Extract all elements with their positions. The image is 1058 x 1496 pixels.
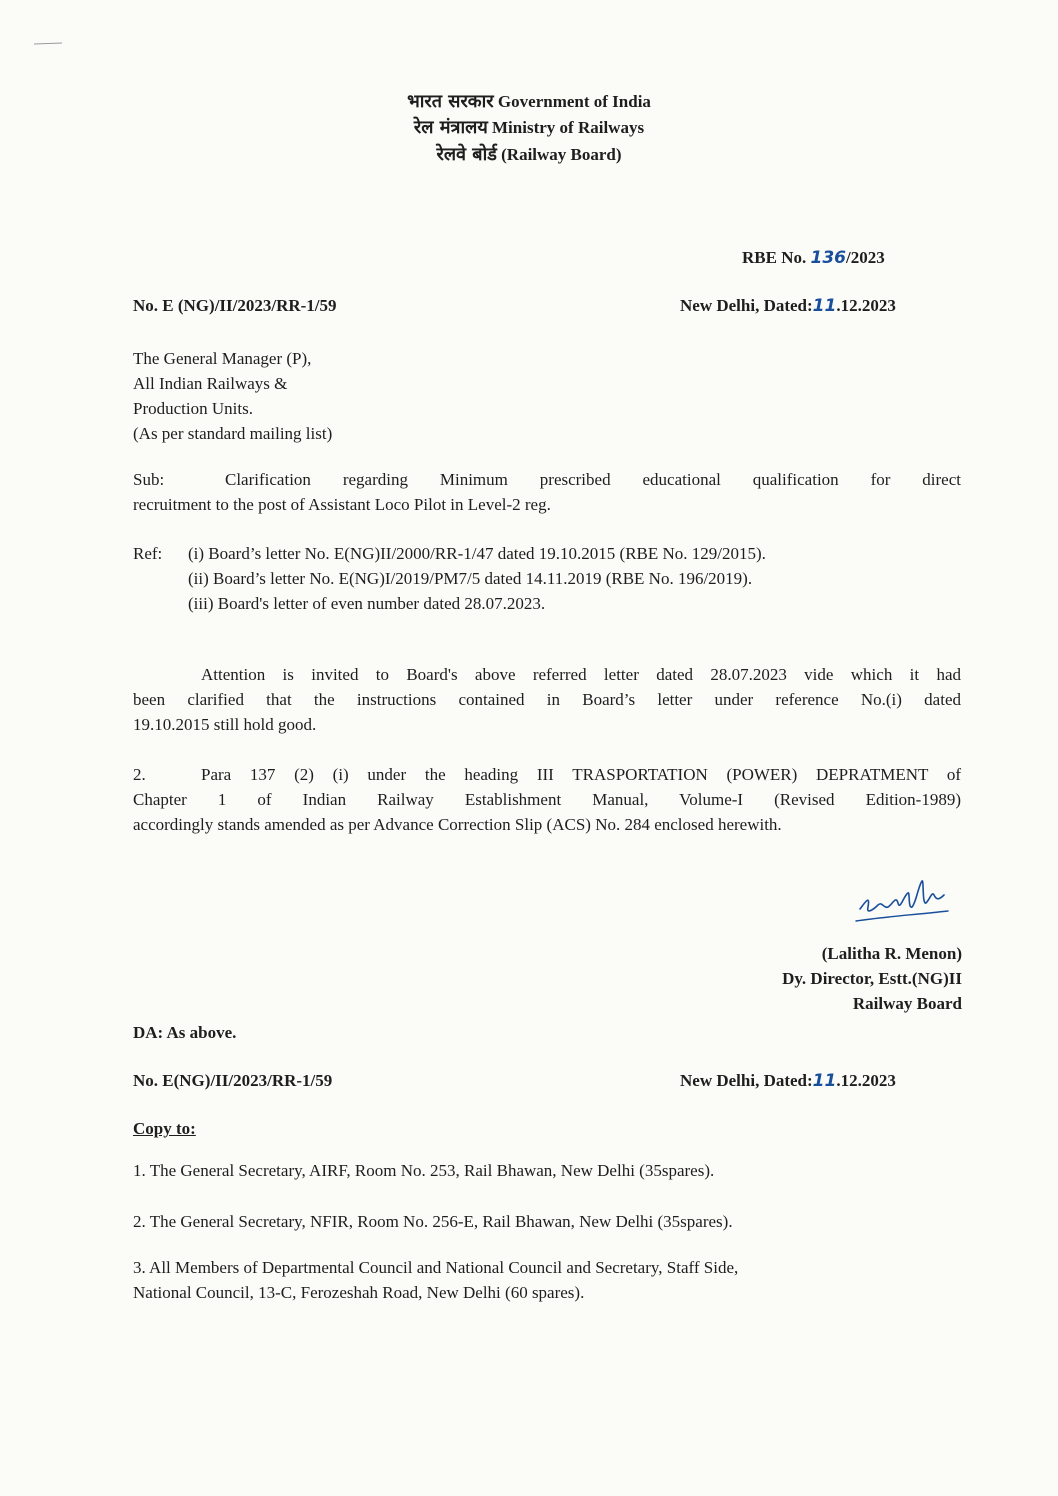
reference-item: (i) Board’s letter No. E(NG)II/2000/RR-1/47 dated 19.10.2015 (RBE No. 129/2015). [188, 544, 766, 563]
subject-line-1 [133, 467, 961, 492]
copy-item-3-continued: National Council, 13-C, Ferozeshah Road, New Delhi (60 spares). [133, 1283, 585, 1302]
header-english-3: (Railway Board) [501, 145, 622, 164]
references-label: Ref: [133, 544, 163, 563]
rbe-prefix: RBE No. [742, 248, 807, 267]
rbe-suffix: /2023 [845, 248, 885, 267]
copy-date-handwritten: 11 [812, 1071, 837, 1091]
addressee-block [133, 346, 332, 446]
copy-to-heading: Copy to: [133, 1119, 196, 1138]
header-line-3 [0, 143, 1058, 167]
subject-text-1: Clarification regarding Minimum prescribed educational qualification for direct [225, 470, 961, 489]
subject-block [133, 467, 961, 517]
signatory-block [600, 941, 962, 1016]
header-hindi-3: रेलवे बोर्ड [436, 144, 497, 165]
header-line-2 [0, 116, 1058, 140]
scan-artifact [34, 42, 64, 46]
para1-line-2: been clarified that the instructions contained in Board’s letter under reference No.(i) dated [133, 690, 961, 709]
para2-number: 2. [133, 765, 146, 784]
reference-item: (iii) Board's letter of even number dated 28.07.2023. [188, 594, 546, 613]
signatory-designation: Dy. Director, Estt.(NG)II [782, 969, 962, 988]
addressee-line: Production Units. [133, 399, 253, 418]
header-hindi-2: रेल मंत्रालय [413, 117, 488, 138]
copy-date [680, 1068, 896, 1094]
date-prefix: New Delhi, Dated: [680, 296, 813, 315]
addressee-line: (As per standard mailing list) [133, 424, 333, 443]
copy-item-3: 3. All Members of Departmental Council and National Council and Secretary, Staff Side, [133, 1258, 739, 1277]
para2-text-1: Para 137 (2) (i) under the heading III TRASPORTATION (POWER) DEPRATMENT of [201, 765, 961, 784]
paragraph-1 [133, 662, 961, 737]
copy-item-2: 2. The General Secretary, NFIR, Room No. 256-E, Rail Bhawan, New Delhi (35spares). [133, 1212, 733, 1231]
subject-label: Sub: [133, 470, 165, 489]
rbe-handwritten-number: 136 [810, 248, 846, 268]
para1-line-1: Attention is invited to Board's above referred letter dated 28.07.2023 vide which it had [201, 665, 961, 684]
copy-date-suffix: .12.2023 [836, 1071, 896, 1090]
signatory-office: Railway Board [852, 994, 962, 1013]
file-number: No. E (NG)/II/2023/RR-1/59 [133, 296, 337, 315]
header-english-2: Ministry of Railways [492, 118, 645, 137]
rbe-number [742, 245, 885, 271]
para2-line-1 [133, 762, 961, 787]
signatory-name: (Lalitha R. Menon) [821, 944, 962, 963]
copy-item-1: 1. The General Secretary, AIRF, Room No. 253, Rail Bhawan, New Delhi (35spares). [133, 1161, 715, 1180]
header-line-1 [0, 90, 1058, 114]
addressee-line: All Indian Railways & [133, 374, 288, 393]
signature-icon [852, 865, 952, 925]
header-english-1: Government of India [497, 92, 651, 111]
addressee-line: The General Manager (P), [133, 349, 312, 368]
copy-file-number: No. E(NG)/II/2023/RR-1/59 [133, 1071, 333, 1090]
copy-date-prefix: New Delhi, Dated: [680, 1071, 813, 1090]
reference-item: (ii) Board’s letter No. E(NG)I/2019/PM7/5 dated 14.11.2019 (RBE No. 196/2019). [188, 569, 753, 588]
date-suffix: .12.2023 [836, 296, 896, 315]
para2-line-2: Chapter 1 of Indian Railway Establishment Manual, Volume-I (Revised Edition-1989) [133, 790, 961, 809]
date-handwritten: 11 [812, 296, 837, 316]
subject-line-2: recruitment to the post of Assistant Loco Pilot in Level-2 reg. [133, 495, 551, 514]
para1-line-3: 19.10.2015 still hold good. [133, 715, 317, 734]
para2-line-3: accordingly stands amended as per Advance Correction Slip (ACS) No. 284 enclosed herewith. [133, 815, 782, 834]
enclosure-note: DA: As above. [133, 1023, 237, 1042]
header-hindi-1: भारत सरकार [407, 91, 494, 112]
paragraph-2 [133, 762, 961, 837]
letter-date [680, 293, 896, 319]
